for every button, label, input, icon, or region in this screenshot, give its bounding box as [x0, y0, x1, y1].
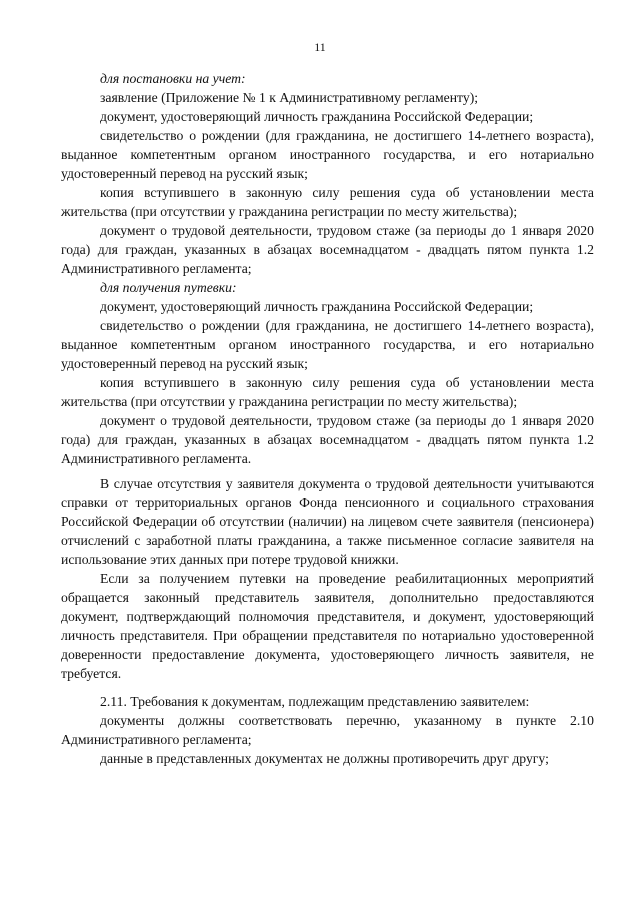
- paragraph: Если за получением путевки на проведение реабилитационных мероприятий обращается законный представитель заявителя, дополнительно предоставляются документ, подтверждающий полномочия представителя, и документ, удостоверяющий личность представителя. При обращении представителя по нотариально удостоверенной доверенности предоставление документа, удостоверяющего личность заявителя, не требуется.: [61, 571, 594, 681]
- paragraph: документ, удостоверяющий личность гражданина Российской Федерации;: [100, 109, 534, 124]
- paragraph: 2.11. Требования к документам, подлежащим представлению заявителем:: [100, 694, 530, 709]
- section-subheading: для получения путевки:: [100, 280, 237, 295]
- section-subheading: для постановки на учет:: [100, 71, 246, 86]
- paragraph: В случае отсутствия у заявителя документа о трудовой деятельности учитываются справки от территориальных органов Фонда пенсионного и социального страхования Российской Федерации об отсутствии (наличии) на лицевом счете заявителя (пенсионера) отчислений с заработной платы гражданина, а также письменное согласие заявителя на использование этих данных при потере трудовой книжки.: [61, 476, 594, 567]
- paragraph: заявление (Приложение № 1 к Административному регламенту);: [100, 90, 479, 105]
- paragraph: копия вступившего в законную силу решения суда об установлении места жительства (при отсутствии у гражданина регистрации по месту жительства);: [61, 185, 594, 219]
- paragraph: документ о трудовой деятельности, трудовом стаже (за периоды до 1 января 2020 года) для граждан, указанных в абзацах восемнадцатом - двадцать пятом пункта 1.2 Административного регламента;: [61, 223, 594, 276]
- paragraph: копия вступившего в законную силу решения суда об установлении места жительства (при отсутствии у гражданина регистрации по месту жительства);: [61, 375, 594, 409]
- paragraph-spacer: [61, 683, 594, 692]
- page-number: 11: [314, 40, 326, 54]
- paragraph: документ о трудовой деятельности, трудовом стаже (за периоды до 1 января 2020 года) для граждан, указанных в абзацах восемнадцатом - двадцать пятом пункта 1.2 Административного регламента.: [61, 413, 594, 466]
- paragraph: документ, удостоверяющий личность гражданина Российской Федерации;: [100, 299, 534, 314]
- paragraph: данные в представленных документах не должны противоречить друг другу;: [100, 751, 549, 766]
- paragraph: свидетельство о рождении (для гражданина, не достигшего 14-летнего возраста), выданное компетентным органом иностранного государства, и его нотариально удостоверенный перевод на русский язык;: [61, 128, 594, 181]
- paragraph: свидетельство о рождении (для гражданина, не достигшего 14-летнего возраста), выданное компетентным органом иностранного государства, и его нотариально удостоверенный перевод на русский язык;: [61, 318, 594, 371]
- document-body: [61, 69, 594, 768]
- paragraph: документы должны соответствовать перечню, указанному в пункте 2.10 Административного регламента;: [61, 713, 594, 747]
